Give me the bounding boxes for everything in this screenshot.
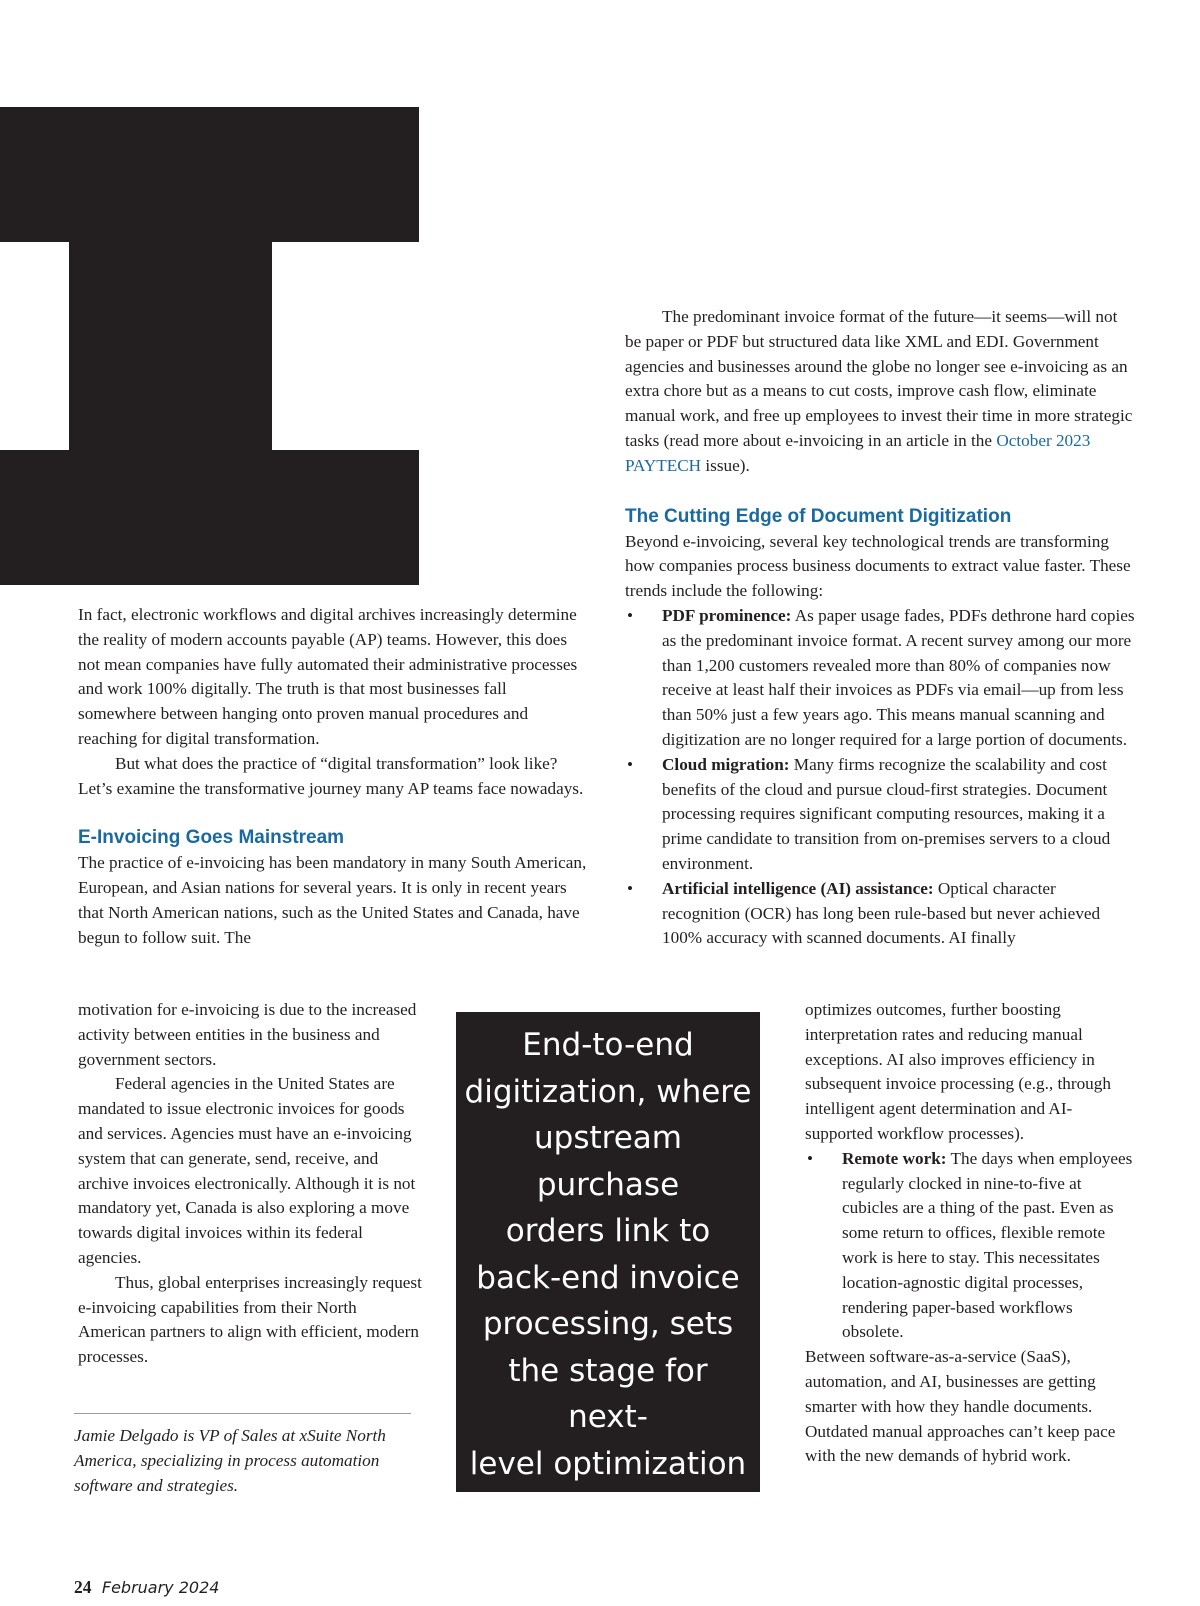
callout-line: upstream purchase	[534, 1120, 682, 1203]
paragraph-global-enterprises: Thus, global enterprises increasingly request e-invoicing capabilities from their North American partners to align with efficient, modern processes.	[78, 1272, 422, 1367]
page-number: 24	[74, 1577, 92, 1597]
bullet-remote-work: • Remote work: The days when employees regularly clocked in nine-to-five at cubicles are a thing of the past. Even as some return to offices, flexible remote work is here to stay. This necessitates location-agnostic digital processes, rendering paper-based workflows obsolete.	[805, 1147, 1135, 1345]
paytech-issue-link[interactable]: October 2023 PAYTECH	[625, 430, 1091, 475]
intro-paragraph: The predominant invoice format of the future—it seems—will not be paper or PDF but structured data like XML and EDI. Government agencies and businesses around the globe no longer see e-invoicing as an extra chore but as a means to cut costs, improve cash flow, eliminate manual work, and free up employees to invest their time in more strategic tasks (read more about e-invoicing in an article in the October 2023 PAYTECH issue).	[625, 307, 1133, 475]
trends-list-continued	[805, 1147, 1135, 1345]
callout-line: End-to-end	[522, 1027, 694, 1063]
callout-line: digitization, where	[464, 1073, 752, 1110]
bullet-cloud-migration: • Cloud migration: Many firms recognize the scalability and cost benefits of the cloud and pursue cloud-first strategies. Document processing requires significant computing resources, making it a prime candidate to transition from on-premises servers to a cloud environment.	[625, 753, 1135, 877]
callout-line: intelligence (BI).	[480, 1538, 736, 1575]
paragraph-federal-agencies: Federal agencies in the United States are mandated to issue electronic invoices for goods and services. Agencies must have an e-invoicing system that can generate, send, receive, and archive invoices electronically. Although it is not mandatory yet, Canada is also exploring a move towards digital invoices within its federal agencies.	[78, 1074, 416, 1267]
right-column-lower	[805, 998, 1135, 1469]
page-footer	[74, 1577, 219, 1598]
closing-paragraph: Between software-as-a-service (SaaS), automation, and AI, businesses are getting smarter with how they handle documents. Outdated manual approaches can’t keep pace with the new demands of hybrid work.	[805, 1347, 1116, 1466]
section-heading-e-invoicing: E-Invoicing Goes Mainstream	[78, 827, 345, 849]
callout-line: back-end invoice	[476, 1259, 740, 1296]
section-heading-document-digitization: The Cutting Edge of Document Digitization	[625, 505, 1012, 527]
left-column-narrow	[78, 998, 423, 1370]
right-column-upper	[625, 305, 1135, 951]
trends-list	[625, 604, 1135, 951]
paragraph-e-invoicing-mandatory: The practice of e-invoicing has been mandatory in many South American, European, and Asian nations for several years. It is only in recent years that North American nations, such as the United States and Canada, have begun to follow suit. The	[78, 853, 587, 947]
left-column	[78, 603, 588, 951]
callout-line: the stage for next-	[508, 1352, 708, 1435]
author-bio: Jamie Delgado is VP of Sales at xSuite North America, specializing in process automation software and strategies.	[74, 1426, 386, 1495]
callout-line: via business	[512, 1492, 704, 1528]
bio-divider	[74, 1413, 411, 1414]
callout-line: level optimization	[469, 1445, 747, 1482]
issue-date: February 2024	[101, 1578, 220, 1597]
callout-line: processing, sets	[482, 1306, 734, 1342]
paragraph-electronic-workflows: In fact, electronic workflows and digital archives increasingly determine the reality of modern accounts payable (AP) teams. However, this does not mean companies have fully automated their administrative processes and work 100% digitally. The truth is that most businesses fall somewhere between hanging onto proven manual procedures and reaching for digital transformation.	[78, 605, 578, 748]
ai-assistance-continued: optimizes outcomes, further boosting interpretation rates and reducing manual exceptions. AI also improves efficiency in subsequent invoice processing (e.g., through intelligent agent determination and AI-supported workflow processes).	[805, 1000, 1111, 1143]
drop-cap-letter-i	[0, 0, 420, 600]
bullet-ai-assistance: • Artificial intelligence (AI) assistance: Optical character recognition (OCR) has long been rule-based but never achieved 100% accuracy with scanned documents. AI finally	[625, 877, 1135, 951]
paragraph-motivation: motivation for e-invoicing is due to the increased activity between entities in the business and government sectors.	[78, 1000, 417, 1069]
callout-line: orders link to	[505, 1213, 711, 1249]
paragraph-digital-transformation: But what does the practice of “digital transformation” look like? Let’s examine the transformative journey many AP teams face nowadays.	[78, 753, 584, 798]
trends-intro: Beyond e-invoicing, several key technological trends are transforming how companies process business documents to extract value faster. These trends include the following:	[625, 531, 1131, 601]
bullet-pdf-prominence: • PDF prominence: As paper usage fades, PDFs dethrone hard copies as the predominant invoice format. A recent survey among our more than 1,200 customers revealed more than 80% of companies now receive at least half their invoices as PDFs via email—up from less than 50% just a few years ago. This means manual scanning and digitization are no longer required for a large portion of documents.	[625, 604, 1135, 753]
pull-quote-callout	[456, 1012, 760, 1575]
